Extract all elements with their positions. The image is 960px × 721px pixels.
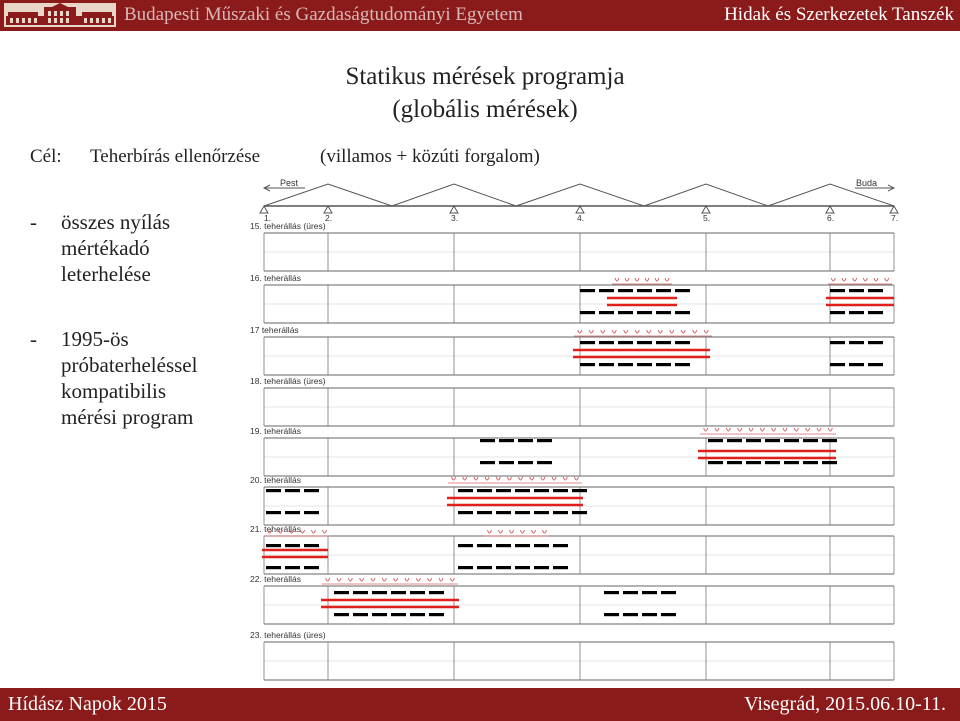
support-6 — [826, 206, 834, 223]
truck-icon — [822, 439, 837, 442]
axle-icon — [439, 578, 443, 581]
axle-icon — [704, 330, 708, 333]
truck-icon — [830, 311, 845, 314]
axle-icon — [405, 578, 409, 581]
axle-icon — [738, 428, 742, 431]
axle-icon — [416, 578, 420, 581]
truck-icon — [477, 544, 492, 547]
axle-icon — [563, 477, 567, 480]
truck-icon — [496, 544, 511, 547]
truck-icon — [675, 289, 690, 292]
bullet-line: 1995-ös — [61, 327, 129, 351]
footer-place-date: Visegrád, 2015.06.10-11. — [744, 693, 946, 715]
truck-icon — [477, 489, 492, 492]
axle-icon — [726, 428, 730, 431]
truck-icon — [515, 511, 530, 514]
truck-icon — [822, 461, 837, 464]
load-case-label: 17 teherállás — [250, 325, 299, 335]
load-cases — [250, 221, 894, 680]
support-triangle-icon — [890, 206, 898, 213]
axle-icon — [552, 477, 556, 480]
truck-icon — [285, 544, 300, 547]
truck-icon — [553, 489, 568, 492]
truck-icon — [572, 511, 587, 514]
truck-icon — [534, 489, 549, 492]
axle-icon — [360, 578, 364, 581]
truck-icon — [458, 566, 473, 569]
load-case-label: 20. teherállás — [250, 475, 302, 485]
truck-icon — [599, 311, 614, 314]
axle-icon — [532, 530, 536, 533]
truck-icon — [496, 511, 511, 514]
truck-icon — [553, 544, 568, 547]
truck-icon — [708, 461, 723, 464]
support-triangle-icon — [450, 206, 458, 213]
axle-icon — [507, 477, 511, 480]
truck-icon — [537, 461, 552, 464]
truck-icon — [675, 311, 690, 314]
truck-icon — [868, 363, 883, 366]
truck-icon — [623, 591, 638, 594]
truck-icon — [496, 566, 511, 569]
support-5 — [702, 206, 710, 223]
truck-icon — [410, 613, 425, 616]
truck-icon — [746, 461, 761, 464]
truck-icon — [661, 613, 676, 616]
truck-icon — [372, 591, 387, 594]
truck-icon — [334, 591, 349, 594]
axle-icon — [612, 330, 616, 333]
axle-icon — [510, 530, 514, 533]
truck-icon — [534, 566, 549, 569]
load-case-2 — [250, 273, 894, 323]
truck-icon — [642, 591, 657, 594]
support-triangle-icon — [324, 206, 332, 213]
truck-icon — [637, 341, 652, 344]
axle-icon — [624, 330, 628, 333]
truck-icon — [746, 439, 761, 442]
truck-icon — [656, 289, 671, 292]
load-case-3 — [250, 325, 894, 375]
truck-icon — [429, 591, 444, 594]
truck-icon — [599, 341, 614, 344]
axle-icon — [371, 578, 375, 581]
support-triangle-icon — [576, 206, 584, 213]
truck-icon — [515, 566, 530, 569]
truck-icon — [830, 341, 845, 344]
truck-icon — [477, 566, 492, 569]
truck-icon — [480, 439, 495, 442]
axle-icon — [601, 330, 605, 333]
axle-icon — [394, 578, 398, 581]
axle-icon — [806, 428, 810, 431]
axle-icon — [794, 428, 798, 431]
support-triangle-icon — [702, 206, 710, 213]
truck-icon — [727, 461, 742, 464]
axle-icon — [530, 477, 534, 480]
truck-icon — [618, 341, 633, 344]
axle-icon — [704, 428, 708, 431]
load-case-label: 19. teherállás — [250, 426, 302, 436]
axle-icon — [521, 530, 525, 533]
truck-icon — [580, 341, 595, 344]
truck-icon — [572, 489, 587, 492]
axle-icon — [635, 330, 639, 333]
supports — [260, 206, 898, 223]
truck-icon — [868, 311, 883, 314]
axle-icon — [715, 428, 719, 431]
truck-icon — [480, 461, 495, 464]
truck-icon — [803, 439, 818, 442]
support-7 — [890, 206, 898, 223]
load-case-label: 18. teherállás (üres) — [250, 376, 326, 386]
axle-icon — [543, 530, 547, 533]
truck-icon — [266, 489, 281, 492]
goal-label: Cél: — [30, 146, 62, 167]
support-triangle-icon — [826, 206, 834, 213]
load-case-9 — [250, 630, 894, 680]
truck-icon — [353, 613, 368, 616]
axle-icon — [326, 578, 330, 581]
truck-icon — [637, 311, 652, 314]
load-case-6 — [250, 475, 894, 525]
axle-icon — [658, 330, 662, 333]
axle-icon — [853, 278, 857, 281]
truck-icon — [708, 439, 723, 442]
truck-icon — [499, 461, 514, 464]
axle-icon — [625, 278, 629, 281]
load-case-label: 16. teherállás — [250, 273, 302, 283]
arch-span-2 — [392, 184, 516, 206]
truck-icon — [830, 289, 845, 292]
truck-icon — [410, 591, 425, 594]
truck-icon — [458, 544, 473, 547]
truck-icon — [830, 363, 845, 366]
buda-label: Buda — [856, 178, 878, 188]
truck-icon — [604, 613, 619, 616]
truck-icon — [765, 439, 780, 442]
truck-icon — [304, 566, 319, 569]
truck-icon — [391, 613, 406, 616]
axle-icon — [874, 278, 878, 281]
support-label: 1. — [264, 213, 272, 223]
truck-icon — [429, 613, 444, 616]
bullet-line: kompatibilis — [61, 379, 166, 403]
axle-icon — [452, 477, 456, 480]
university-name: Budapesti Műszaki és Gazdaságtudományi Egyetem — [124, 4, 523, 25]
truck-icon — [391, 591, 406, 594]
bullet-dash: - — [30, 327, 37, 351]
axle-icon — [301, 530, 305, 533]
axle-icon — [541, 477, 545, 480]
truck-icon — [353, 591, 368, 594]
axle-icon — [783, 428, 787, 431]
truck-icon — [675, 341, 690, 344]
axle-icon — [817, 428, 821, 431]
axle-icon — [615, 278, 619, 281]
support-label: 5. — [703, 213, 711, 223]
bullet-line: összes nyílás — [61, 210, 171, 234]
truck-icon — [496, 489, 511, 492]
axle-icon — [323, 530, 327, 533]
support-label: 3. — [451, 213, 459, 223]
truck-icon — [784, 439, 799, 442]
truck-icon — [534, 511, 549, 514]
axle-icon — [337, 578, 341, 581]
support-triangle-icon — [260, 206, 268, 213]
truck-icon — [285, 511, 300, 514]
truck-icon — [334, 613, 349, 616]
axle-icon — [496, 477, 500, 480]
truck-icon — [515, 544, 530, 547]
truck-icon — [661, 591, 676, 594]
load-case-1 — [250, 221, 894, 271]
bullet-line: próbaterheléssel — [61, 353, 198, 377]
goal-detail: (villamos + közúti forgalom) — [320, 146, 540, 167]
axle-icon — [772, 428, 776, 431]
truck-icon — [868, 289, 883, 292]
axle-icon — [499, 530, 503, 533]
load-case-label: 22. teherállás — [250, 574, 302, 584]
support-3 — [450, 206, 458, 223]
department-name: Hidak és Szerkezetek Tanszék — [724, 4, 954, 25]
axle-icon — [885, 278, 889, 281]
truck-icon — [580, 289, 595, 292]
goal-text: Teherbírás ellenőrzése — [90, 146, 261, 167]
truck-icon — [868, 341, 883, 344]
truck-icon — [580, 363, 595, 366]
bullet-line: leterhelése — [61, 262, 151, 286]
truck-icon — [518, 439, 533, 442]
axle-icon — [463, 477, 467, 480]
axle-icon — [485, 477, 489, 480]
axle-icon — [647, 330, 651, 333]
truck-icon — [637, 289, 652, 292]
truck-icon — [534, 544, 549, 547]
load-case-4 — [250, 376, 894, 426]
truck-icon — [604, 591, 619, 594]
truck-icon — [656, 341, 671, 344]
load-case-7 — [250, 524, 894, 574]
truck-icon — [618, 311, 633, 314]
truck-icon — [849, 341, 864, 344]
arch-span-3 — [516, 184, 644, 206]
axle-icon — [488, 530, 492, 533]
title-line-1: Statikus mérések programja — [345, 63, 625, 90]
axle-icon — [382, 578, 386, 581]
support-label: 6. — [827, 213, 835, 223]
truck-icon — [599, 289, 614, 292]
axle-icon — [828, 428, 832, 431]
axle-icon — [749, 428, 753, 431]
title-line-2: (globális mérések) — [392, 96, 578, 123]
support-label: 2. — [325, 213, 333, 223]
axle-icon — [519, 477, 523, 480]
axle-icon — [681, 330, 685, 333]
bullet-dash: - — [30, 210, 37, 234]
truck-icon — [656, 363, 671, 366]
truck-icon — [618, 289, 633, 292]
truck-icon — [285, 489, 300, 492]
truck-icon — [477, 511, 492, 514]
truck-icon — [656, 311, 671, 314]
support-label: 7. — [891, 213, 899, 223]
truck-icon — [623, 613, 638, 616]
truck-icon — [553, 566, 568, 569]
axle-icon — [312, 530, 316, 533]
support-label: 4. — [577, 213, 585, 223]
bullet-line: mérési program — [61, 405, 194, 429]
truck-icon — [304, 489, 319, 492]
truck-icon — [803, 461, 818, 464]
axle-icon — [645, 278, 649, 281]
bullet-line: mértékadó — [61, 236, 150, 260]
truck-icon — [458, 511, 473, 514]
truck-icon — [637, 363, 652, 366]
axle-icon — [474, 477, 478, 480]
truck-icon — [266, 544, 281, 547]
bridge-elevation — [264, 184, 894, 206]
truck-icon — [849, 363, 864, 366]
arch-span-4 — [644, 184, 768, 206]
truck-icon — [304, 511, 319, 514]
truck-icon — [285, 566, 300, 569]
axle-icon — [863, 278, 867, 281]
truck-icon — [372, 613, 387, 616]
footer-event: Hídász Napok 2015 — [8, 693, 167, 715]
truck-icon — [765, 461, 780, 464]
truck-icon — [599, 363, 614, 366]
load-case-8 — [250, 574, 894, 624]
truck-icon — [518, 461, 533, 464]
truck-icon — [304, 544, 319, 547]
truck-icon — [675, 363, 690, 366]
axle-icon — [670, 330, 674, 333]
truck-icon — [784, 461, 799, 464]
support-4 — [576, 206, 584, 223]
truck-icon — [580, 311, 595, 314]
axle-icon — [665, 278, 669, 281]
load-case-label: 23. teherállás (üres) — [250, 630, 326, 640]
axle-icon — [693, 330, 697, 333]
truck-icon — [642, 613, 657, 616]
truck-icon — [849, 289, 864, 292]
axle-icon — [348, 578, 352, 581]
truck-icon — [727, 439, 742, 442]
truck-icon — [618, 363, 633, 366]
truck-icon — [515, 489, 530, 492]
load-case-5 — [250, 426, 894, 476]
pest-label: Pest — [280, 178, 299, 188]
truck-icon — [266, 511, 281, 514]
axle-icon — [831, 278, 835, 281]
axle-icon — [450, 578, 454, 581]
axle-icon — [574, 477, 578, 480]
truck-icon — [537, 439, 552, 442]
axle-icon — [428, 578, 432, 581]
axle-icon — [760, 428, 764, 431]
truck-icon — [849, 311, 864, 314]
axle-icon — [842, 278, 846, 281]
axle-icon — [589, 330, 593, 333]
axle-icon — [635, 278, 639, 281]
load-case-label: 21. teherállás — [250, 524, 302, 534]
truck-icon — [458, 489, 473, 492]
load-case-label: 15. teherállás (üres) — [250, 221, 326, 231]
truck-icon — [553, 511, 568, 514]
axle-icon — [655, 278, 659, 281]
axle-icon — [578, 330, 582, 333]
truck-icon — [266, 566, 281, 569]
truck-icon — [499, 439, 514, 442]
footer-bar — [0, 688, 960, 721]
